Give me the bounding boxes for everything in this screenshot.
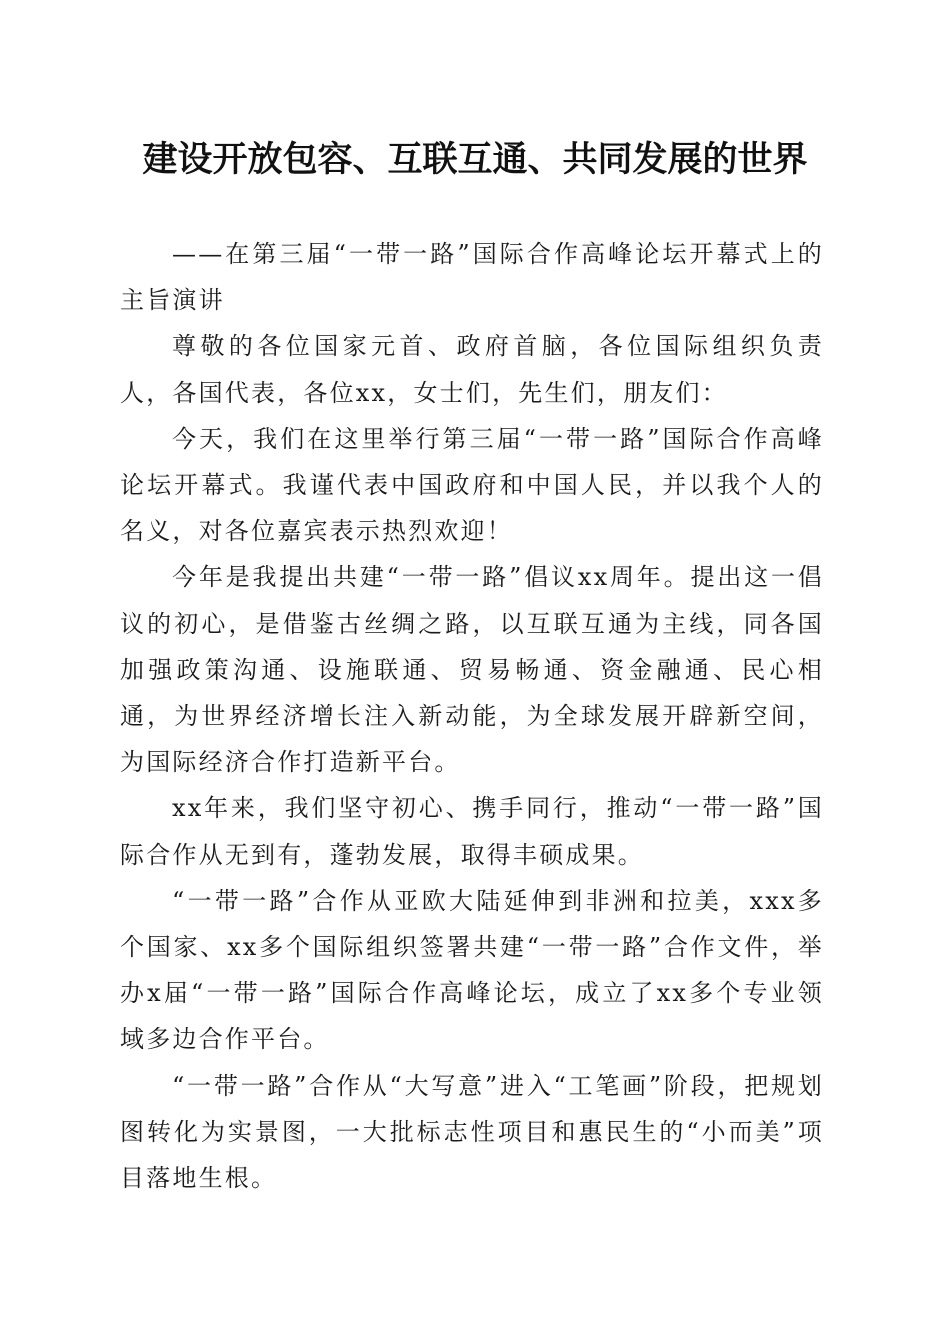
body-paragraph: “一带一路”合作从亚欧大陆延伸到非洲和拉美，xxx多个国家、xx多个国际组织签署共建“一带一路”合作文件，举办x届“一带一路”国际合作高峰论坛，成立了xx多个专业领域多边合作平台。 — [120, 886, 824, 1054]
document-title: 建设开放包容、互联互通、共同发展的世界 — [142, 139, 808, 180]
salutation-paragraph: 尊敬的各位国家元首、政府首脑，各位国际组织负责人，各国代表，各位xx，女士们，先生们，朋友们： — [120, 332, 824, 407]
body-paragraph: xx年来，我们坚守初心、携手同行，推动“一带一路”国际合作从无到有，蓬勃发展，取得丰硕成果。 — [120, 794, 824, 869]
body-paragraph: 今天，我们在这里举行第三届“一带一路”国际合作高峰论坛开幕式。我谨代表中国政府和中国人民，并以我个人的名义，对各位嘉宾表示热烈欢迎！ — [120, 424, 824, 546]
subtitle-paragraph: ——在第三届“一带一路”国际合作高峰论坛开幕式上的主旨演讲 — [120, 240, 824, 315]
document-body — [120, 231, 824, 1201]
body-paragraph: “一带一路”合作从“大写意”进入“工笔画”阶段，把规划图转化为实景图，一大批标志性项目和惠民生的“小而美”项目落地生根。 — [120, 1071, 824, 1193]
body-paragraph: 今年是我提出共建“一带一路”倡议xx周年。提出这一倡议的初心，是借鉴古丝绸之路，以互联互通为主线，同各国加强政策沟通、设施联通、贸易畅通、资金融通、民心相通，为世界经济增长注入新动能，为全球发展开辟新空间，为国际经济合作打造新平台。 — [120, 563, 824, 777]
